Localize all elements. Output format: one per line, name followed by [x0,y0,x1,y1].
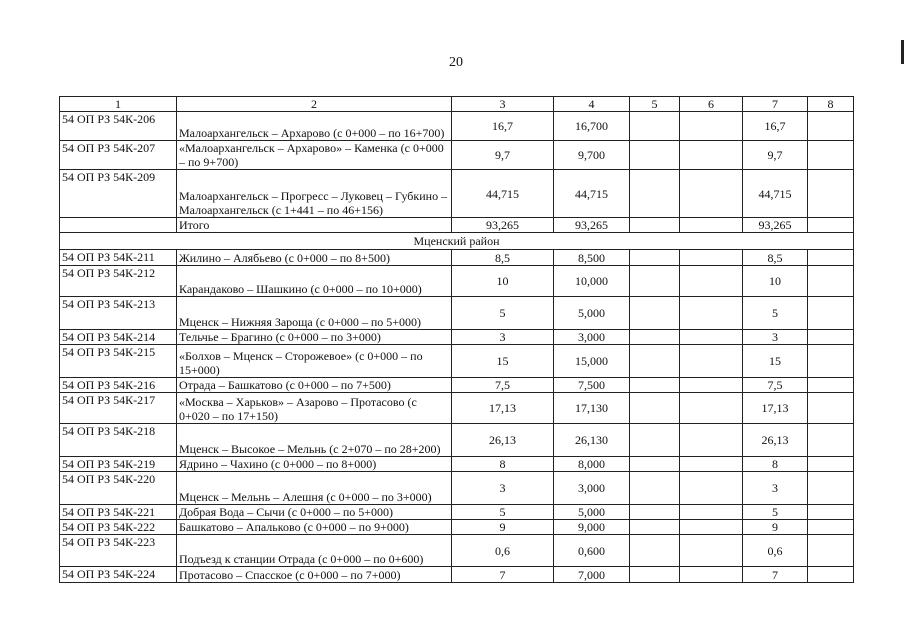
total-code-cell [60,218,177,233]
column-number: 8 [808,97,854,112]
col7-cell: 17,13 [743,393,808,424]
total-col7-cell: 93,265 [743,218,808,233]
length-cell: 17,13 [452,393,554,424]
length-cell: 3 [452,330,554,345]
length-cell: 3 [452,472,554,505]
road-name-cell: Малоархангельск – Прогресс – Луковец – Губкино – Малоархангельск (с 1+441 – по 46+156) [177,170,452,218]
road-name-cell: Башкатово – Апальково (с 0+000 – по 9+000) [177,520,452,535]
length-cell: 9 [452,520,554,535]
col8-cell [808,266,854,297]
road-name-cell: Мценск – Высокое – Мельнь (с 2+070 – по 28+200) [177,424,452,457]
col8-cell [808,141,854,170]
length-precise-cell: 8,000 [554,457,630,472]
length-precise-cell: 9,700 [554,141,630,170]
col8-cell [808,472,854,505]
road-code-cell: 54 ОП РЗ 54К-223 [60,535,177,567]
table-row [60,424,854,457]
col7-cell: 5 [743,505,808,520]
road-name-cell: Отрада – Башкатово (с 0+000 – по 7+500) [177,378,452,393]
col8-cell [808,424,854,457]
road-name-cell: Тельчье – Брагино (с 0+000 – по 3+000) [177,330,452,345]
table-row [60,457,854,472]
road-code-cell: 54 ОП РЗ 54К-209 [60,170,177,218]
table-row [60,297,854,330]
col7-cell: 26,13 [743,424,808,457]
col5-cell [630,112,680,141]
col6-cell [680,345,743,378]
length-precise-cell: 5,000 [554,505,630,520]
road-name-cell: «Москва – Харьков» – Азарово – Протасово (с 0+020 – по 17+150) [177,393,452,424]
col7-cell: 5 [743,297,808,330]
length-precise-cell: 15,000 [554,345,630,378]
length-cell: 8 [452,457,554,472]
col7-cell: 0,6 [743,535,808,567]
road-name-cell: Ядрино – Чахино (с 0+000 – по 8+000) [177,457,452,472]
col5-cell [630,505,680,520]
road-code-cell: 54 ОП РЗ 54К-222 [60,520,177,535]
length-cell: 9,7 [452,141,554,170]
length-cell: 16,7 [452,112,554,141]
col8-cell [808,378,854,393]
road-code-cell: 54 ОП РЗ 54К-207 [60,141,177,170]
column-number-row [60,97,854,112]
col7-cell: 16,7 [743,112,808,141]
col8-cell [808,393,854,424]
col6-cell [680,297,743,330]
col5-cell [630,250,680,266]
road-code-cell: 54 ОП РЗ 54К-211 [60,250,177,266]
col7-cell: 44,715 [743,170,808,218]
table-row [60,535,854,567]
col6-cell [680,424,743,457]
road-code-cell: 54 ОП РЗ 54К-221 [60,505,177,520]
col5-cell [630,457,680,472]
table-row [60,472,854,505]
col8-cell [808,457,854,472]
col7-cell: 7,5 [743,378,808,393]
table-row [60,250,854,266]
col5-cell [630,297,680,330]
col8-cell [808,535,854,567]
length-precise-cell: 44,715 [554,170,630,218]
col6-cell [680,535,743,567]
length-precise-cell: 0,600 [554,535,630,567]
col8-cell [808,250,854,266]
road-name-cell: Мценск – Нижняя Зароща (с 0+000 – по 5+000) [177,297,452,330]
total-row [60,218,854,233]
total-length-cell: 93,265 [452,218,554,233]
col5-cell [630,170,680,218]
col6-cell [680,567,743,583]
col8-cell [808,505,854,520]
table-row [60,378,854,393]
length-cell: 44,715 [452,170,554,218]
road-name-cell: Малоархангельск – Архарово (с 0+000 – по 16+700) [177,112,452,141]
length-precise-cell: 7,000 [554,567,630,583]
length-cell: 5 [452,297,554,330]
col8-cell [808,330,854,345]
district-title: Мценский район [60,233,854,250]
col7-cell: 8 [743,457,808,472]
roads-table [59,96,854,583]
page-number: 20 [449,55,463,70]
col6-cell [680,472,743,505]
col6-cell [680,505,743,520]
col8-cell [808,345,854,378]
table-row [60,266,854,297]
col7-cell: 9 [743,520,808,535]
length-cell: 7,5 [452,378,554,393]
col7-cell: 10 [743,266,808,297]
table-row [60,520,854,535]
total-col5-cell [630,218,680,233]
length-cell: 15 [452,345,554,378]
road-code-cell: 54 ОП РЗ 54К-215 [60,345,177,378]
total-length-precise-cell: 93,265 [554,218,630,233]
col5-cell [630,378,680,393]
col6-cell [680,112,743,141]
road-code-cell: 54 ОП РЗ 54К-213 [60,297,177,330]
col6-cell [680,393,743,424]
length-precise-cell: 26,130 [554,424,630,457]
road-code-cell: 54 ОП РЗ 54К-224 [60,567,177,583]
length-cell: 0,6 [452,535,554,567]
road-name-cell: Карандаково – Шашкино (с 0+000 – по 10+000) [177,266,452,297]
column-number: 1 [60,97,177,112]
table-row [60,393,854,424]
road-code-cell: 54 ОП РЗ 54К-219 [60,457,177,472]
road-name-cell: Добрая Вода – Сычи (с 0+000 – по 5+000) [177,505,452,520]
road-name-cell: Мценск – Мельнь – Алешня (с 0+000 – по 3+000) [177,472,452,505]
col5-cell [630,424,680,457]
col7-cell: 7 [743,567,808,583]
table-row [60,170,854,218]
length-precise-cell: 17,130 [554,393,630,424]
col6-cell [680,520,743,535]
column-number: 2 [177,97,452,112]
road-name-cell: Жилино – Алябьево (с 0+000 – по 8+500) [177,250,452,266]
column-number: 6 [680,97,743,112]
total-col6-cell [680,218,743,233]
col5-cell [630,141,680,170]
col5-cell [630,520,680,535]
col6-cell [680,457,743,472]
length-precise-cell: 5,000 [554,297,630,330]
road-code-cell: 54 ОП РЗ 54К-218 [60,424,177,457]
length-precise-cell: 9,000 [554,520,630,535]
col5-cell [630,330,680,345]
scan-edge-mark [901,40,904,64]
col8-cell [808,520,854,535]
road-code-cell: 54 ОП РЗ 54К-216 [60,378,177,393]
road-code-cell: 54 ОП РЗ 54К-217 [60,393,177,424]
col5-cell [630,567,680,583]
table-row [60,567,854,583]
length-precise-cell: 3,000 [554,472,630,505]
col6-cell [680,378,743,393]
col8-cell [808,567,854,583]
col7-cell: 9,7 [743,141,808,170]
col6-cell [680,330,743,345]
col6-cell [680,141,743,170]
total-label-cell: Итого [177,218,452,233]
road-name-cell: Протасово – Спасское (с 0+000 – по 7+000) [177,567,452,583]
table-row [60,112,854,141]
road-name-cell: «Малоархангельск – Архарово» – Каменка (с 0+000 – по 9+700) [177,141,452,170]
col7-cell: 3 [743,330,808,345]
col8-cell [808,170,854,218]
table-row [60,141,854,170]
road-code-cell: 54 ОП РЗ 54К-212 [60,266,177,297]
length-precise-cell: 16,700 [554,112,630,141]
length-cell: 7 [452,567,554,583]
table-row [60,345,854,378]
length-cell: 5 [452,505,554,520]
col5-cell [630,266,680,297]
length-precise-cell: 8,500 [554,250,630,266]
col7-cell: 3 [743,472,808,505]
length-cell: 10 [452,266,554,297]
total-col8-cell [808,218,854,233]
column-number: 4 [554,97,630,112]
length-cell: 8,5 [452,250,554,266]
column-number: 7 [743,97,808,112]
col8-cell [808,297,854,330]
col7-cell: 8,5 [743,250,808,266]
length-cell: 26,13 [452,424,554,457]
length-precise-cell: 10,000 [554,266,630,297]
road-name-cell: «Болхов – Мценск – Сторожевое» (с 0+000 – по 15+000) [177,345,452,378]
column-number: 3 [452,97,554,112]
col5-cell [630,472,680,505]
road-name-cell: Подъезд к станции Отрада (с 0+000 – по 0+600) [177,535,452,567]
road-code-cell: 54 ОП РЗ 54К-206 [60,112,177,141]
col5-cell [630,535,680,567]
length-precise-cell: 3,000 [554,330,630,345]
table-row [60,505,854,520]
col6-cell [680,170,743,218]
column-number: 5 [630,97,680,112]
road-code-cell: 54 ОП РЗ 54К-214 [60,330,177,345]
col8-cell [808,112,854,141]
col6-cell [680,266,743,297]
col5-cell [630,345,680,378]
road-code-cell: 54 ОП РЗ 54К-220 [60,472,177,505]
length-precise-cell: 7,500 [554,378,630,393]
district-section-row [60,233,854,250]
col5-cell [630,393,680,424]
table-body [60,97,854,583]
col6-cell [680,250,743,266]
col7-cell: 15 [743,345,808,378]
table-row [60,330,854,345]
